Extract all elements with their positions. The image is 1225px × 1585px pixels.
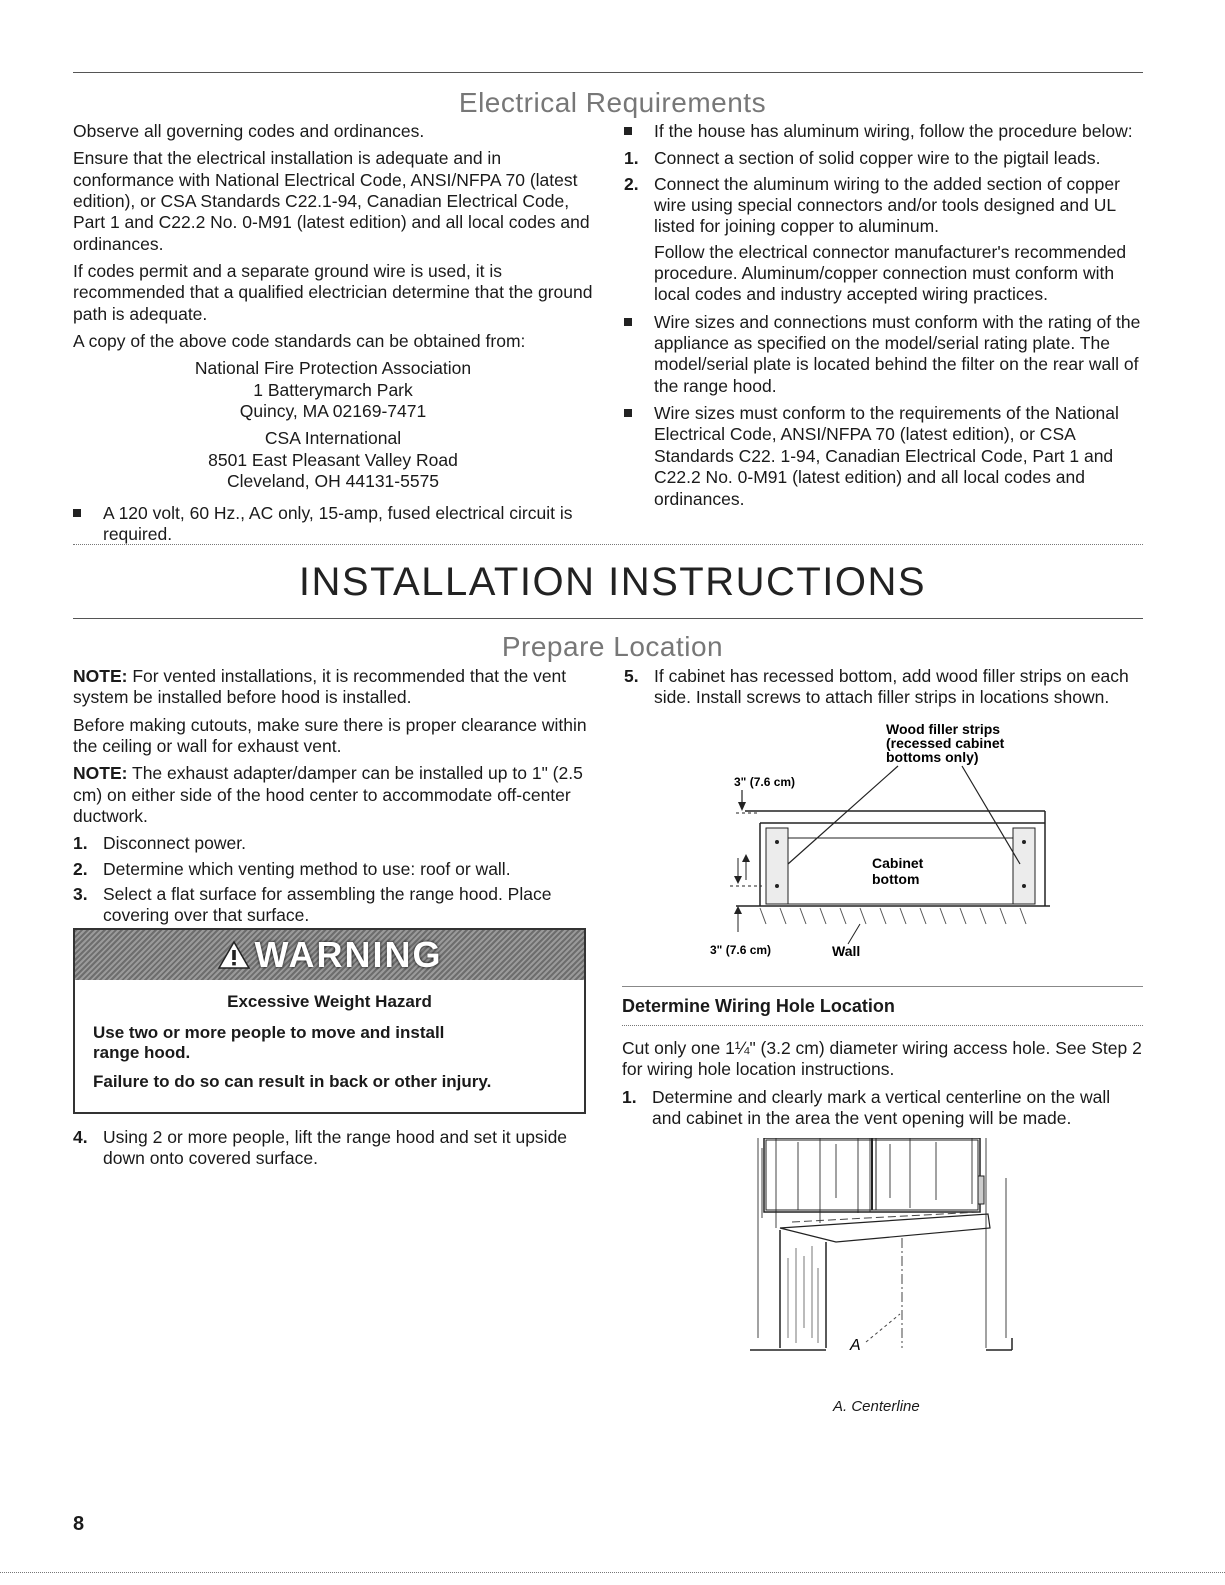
note-label: NOTE: [73,763,128,784]
subhead-wiring-hole: Determine Wiring Hole Location [622,996,895,1016]
paragraph: If codes permit and a separate ground wire is used, it is recommended that a qualified electrician determine that the ground path is adequate. [73,261,593,324]
warning-hazard: Excessive Weight Hazard [227,992,432,1011]
top-rule [73,72,1143,73]
installation-title: INSTALLATION INSTRUCTIONS [298,560,927,604]
prepare-location-title: Prepare Location [501,631,724,662]
step-item [73,884,589,927]
diagram-label: Wood filler strips [886,721,1001,737]
step-number: 1. [73,833,88,854]
step-text: Determine and clearly mark a vertical centerline on the wall and cabinet in the area the vent opening will be made. [652,1086,1111,1129]
step-item [73,859,589,880]
note [73,763,589,827]
address-line: Cleveland, OH 44131-5575 [226,471,440,492]
address-csa [73,428,593,492]
paragraph: Before making cutouts, make sure there is proper clearance within the ceiling or wall for exhaust vent. [73,714,587,757]
title-rule [73,618,1143,619]
section-divider [73,544,1143,545]
step-item [624,666,1144,713]
diagram-label: bottoms only) [886,749,979,765]
warning-triangle-icon [217,940,251,970]
diagram-label: Wall [832,943,861,959]
step-text: Connect the aluminum wiring to the added section of copper wire using special connectors and/or tools designed and UL listed for joining copper to aluminum. [654,173,1120,237]
diagram-label: bottom [872,871,920,887]
address-line: CSA International [264,428,402,449]
bullet-item: If the house has aluminum wiring, follow the procedure below: [624,121,1142,142]
centerline-diagram [740,1138,1030,1383]
step-item [73,833,589,854]
electrical-right-column [624,121,1142,516]
step-text: If cabinet has recessed bottom, add wood filler strips on each side. Install screws to attach filler strips in locations shown. [654,666,1129,708]
paragraph: Follow the electrical connector manufacturer's recommended procedure. Aluminum/copper connection must conform with local codes and industry accepted wiring practices. [654,241,1127,305]
note-text: For vented installations, it is recommended that the vent system be installed before hood is installed. [73,666,567,708]
step-number: 4. [73,1127,88,1147]
step-text: Using 2 or more people, lift the range hood and set it upside down onto covered surface. [103,1127,568,1169]
step-text: Connect a section of solid copper wire to the pigtail leads. [654,148,1101,169]
diagram-label: Cabinet [872,855,924,871]
paragraph: Observe all governing codes and ordinances. [73,121,425,141]
address-line: 8501 East Pleasant Valley Road [208,449,458,470]
bottom-rule [0,1572,1225,1573]
step-item: 1. Connect a section of solid copper wire to the pigtail leads. [624,148,1101,169]
step-text: Disconnect power. [103,833,246,854]
note [73,666,589,709]
subhead-rule-top [622,986,1143,987]
diagram-caption: A. Centerline [833,1398,920,1415]
step-text: Determine which venting method to use: roof or wall. [103,858,511,879]
diagram-label: 3" (7.6 cm) [710,943,772,957]
filler-strips-diagram [700,718,1060,968]
step-number: 1. [622,1086,637,1107]
paragraph: Cut only one 1¼" (3.2 cm) diameter wiring access hole. See Step 2 for wiring hole location instructions. [622,1038,1142,1080]
warning-header [75,930,584,980]
address-line: Quincy, MA 02169-7471 [239,401,427,422]
step-item [73,1127,589,1174]
diagram-label: 3" (7.6 cm) [734,775,796,789]
step-number: 2. [73,858,88,879]
bullet-item: Wire sizes must conform to the requirements of the National Electrical Code, ANSI/NFPA 70 (latest edition), or CSA Standards C22. 1-94, Canadian Electrical Code, Part 1 and C22.2 No. 0-M91 (latest edition) and all local codes and ordinances. [624,403,1142,510]
electrical-title: Electrical Requirements [458,87,767,118]
page-number: 8 [73,1513,85,1535]
warning-word: WARNING [254,934,443,976]
address-line: 1 Batterymarch Park [253,379,413,400]
subhead-rule-bottom [622,1025,1143,1026]
bullet-item: A 120 volt, 60 Hz., AC only, 15-amp, fused electrical circuit is required. [73,503,593,546]
paragraph: Ensure that the electrical installation is adequate and in conformance with National Electrical Code, ANSI/NFPA 70 (latest edition), or CSA Standards C22.1-94, Canadian Electrical Code, Part 1 and C22.2 No. 0-M91 (latest edition) and all local codes and ordinances. [73,148,590,254]
step-text: Select a flat surface for assembling the range hood. Place covering over that surface. [103,884,552,926]
note-text: The exhaust adapter/damper can be installed up to 1" (2.5 cm) on either side of the hood center to accommodate off-center ductwork. [73,763,583,827]
note-label: NOTE: [73,666,128,686]
electrical-left-column [73,121,593,551]
address-line: National Fire Protection Association [194,358,472,379]
step-number: 3. [73,884,88,905]
install-left-column [73,666,589,931]
step-item [622,1087,1142,1130]
step-number: 5. [624,666,639,686]
warning-line: Failure to do so can result in back or other injury. [93,1072,492,1092]
step-item: 2. Connect the aluminum wiring to the added section of copper wire using special connectors and/or tools designed and UL listed for joining copper to aluminum. [624,173,1120,237]
diagram-letter: A [850,1337,861,1354]
warning-box [73,928,586,1114]
address-nfpa [73,358,593,422]
bullet-item: Wire sizes and connections must conform with the rating of the appliance as specified on the model/serial rating plate. The model/serial plate is located behind the filter on the rear wall of the range hood. [624,312,1142,397]
paragraph: A copy of the above code standards can be obtained from: [73,331,526,352]
warning-line: Use two or more people to move and install range hood. [93,1022,445,1063]
diagram-label: (recessed cabinet [886,735,1005,751]
warning-body [75,980,584,1113]
wiring-hole-section [622,1038,1142,1133]
